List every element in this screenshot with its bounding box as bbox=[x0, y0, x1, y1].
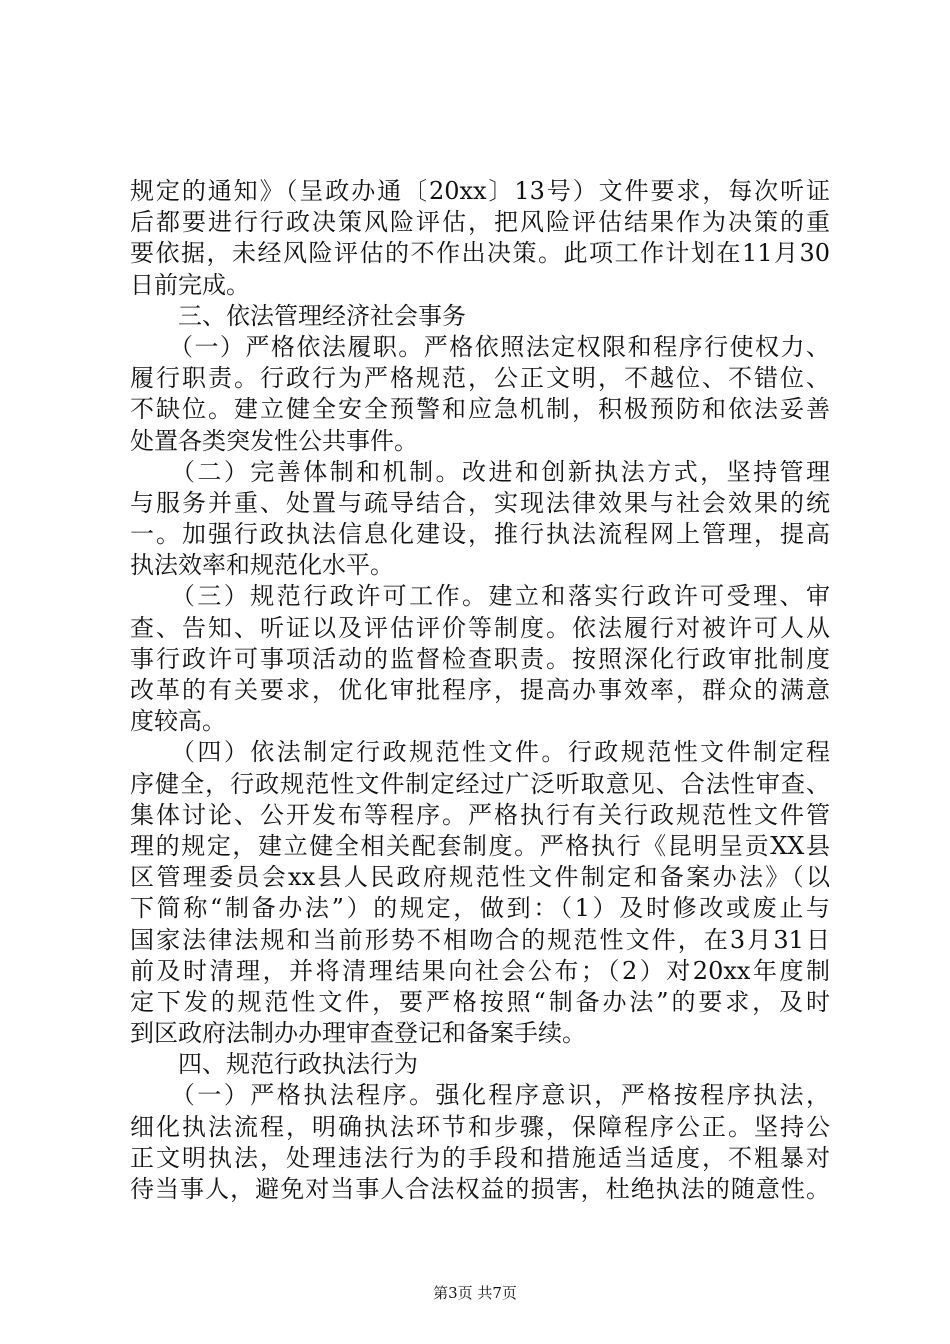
body-text-line: 一。加强行政执法信息化建设，推行执法流程网上管理，提高 bbox=[130, 520, 830, 549]
body-text-line: 集体讨论、公开发布等程序。严格执行有关行政规范性文件管 bbox=[130, 800, 830, 829]
body-text-line: 度较高。 bbox=[130, 707, 226, 736]
document-body bbox=[130, 176, 830, 1205]
body-text-line: 履行职责。行政行为严格规范，公正文明，不越位、不错位、 bbox=[130, 364, 830, 393]
body-text-line: 与服务并重、处置与疏导结合，实现法律效果与社会效果的统 bbox=[130, 488, 830, 517]
body-text-line: 序健全，行政规范性文件制定经过广泛听取意见、合法性审查、 bbox=[130, 769, 830, 798]
body-text-line: 到区政府法制办办理审查登记和备案手续。 bbox=[130, 1019, 586, 1048]
body-text-line: 后都要进行行政决策风险评估，把风险评估结果作为决策的重 bbox=[130, 208, 830, 237]
body-text-line: 改革的有关要求，优化审批程序，提高办事效率，群众的满意 bbox=[130, 676, 830, 704]
body-text-line: 细化执法流程，明确执法环节和步骤，保障程序公正。坚持公 bbox=[130, 1112, 830, 1141]
section-heading: 四、规范行政执法行为 bbox=[178, 1050, 418, 1079]
body-text-line: 理的规定，建立健全相关配套制度。严格执行《昆明呈贡XX县 bbox=[130, 831, 830, 860]
body-text-line: 规定的通知》（呈政办通〔20xx〕13号）文件要求，每次听证 bbox=[130, 177, 830, 205]
body-text-line: 不缺位。建立健全安全预警和应急机制，积极预防和依法妥善 bbox=[130, 395, 830, 424]
body-text-line: 前及时清理，并将清理结果向社会公布；（2）对20xx年度制 bbox=[130, 956, 830, 985]
body-text-line: 处置各类突发性公共事件。 bbox=[130, 426, 418, 455]
body-text-line: 查、告知、听证以及评估评价等制度。依法履行对被许可人从 bbox=[130, 613, 830, 642]
body-text-line: 下简称“制备办法”）的规定，做到：（1）及时修改或废止与 bbox=[130, 894, 830, 923]
body-text-line: （二）完善体制和机制。改进和创新执法方式，坚持管理 bbox=[130, 457, 830, 486]
body-text-line: 正文明执法，处理违法行为的手段和措施适当适度，不粗暴对 bbox=[130, 1143, 830, 1172]
body-text-line: 日前完成。 bbox=[130, 270, 250, 299]
body-text-line: 要依据，未经风险评估的不作出决策。此项工作计划在11月30 bbox=[130, 239, 830, 268]
body-text-line: 事行政许可事项活动的监督检查职责。按照深化行政审批制度 bbox=[130, 644, 830, 673]
page-number-footer: 第3页 共7页 bbox=[433, 1284, 517, 1302]
body-text-line: 执法效率和规范化水平。 bbox=[130, 551, 394, 580]
body-text-line: 定下发的规范性文件，要严格按照“制备办法”的要求，及时 bbox=[130, 987, 830, 1016]
body-text-line: 待当事人，避免对当事人合法权益的损害，杜绝执法的随意性。 bbox=[130, 1175, 830, 1203]
body-text-line: 区管理委员会xx县人民政府规范性文件制定和备案办法》（以 bbox=[130, 863, 830, 892]
body-text-line: （一）严格执法程序。强化程序意识，严格按程序执法， bbox=[130, 1081, 830, 1110]
body-text-line: （一）严格依法履职。严格依照法定权限和程序行使权力、 bbox=[130, 332, 830, 361]
body-text-line: 国家法律法规和当前形势不相吻合的规范性文件，在3月31日 bbox=[130, 925, 830, 954]
body-text-line: （四）依法制定行政规范性文件。行政规范性文件制定程 bbox=[130, 738, 830, 767]
section-heading: 三、依法管理经济社会事务 bbox=[178, 301, 466, 330]
body-text-line: （三）规范行政许可工作。建立和落实行政许可受理、审 bbox=[130, 582, 830, 611]
